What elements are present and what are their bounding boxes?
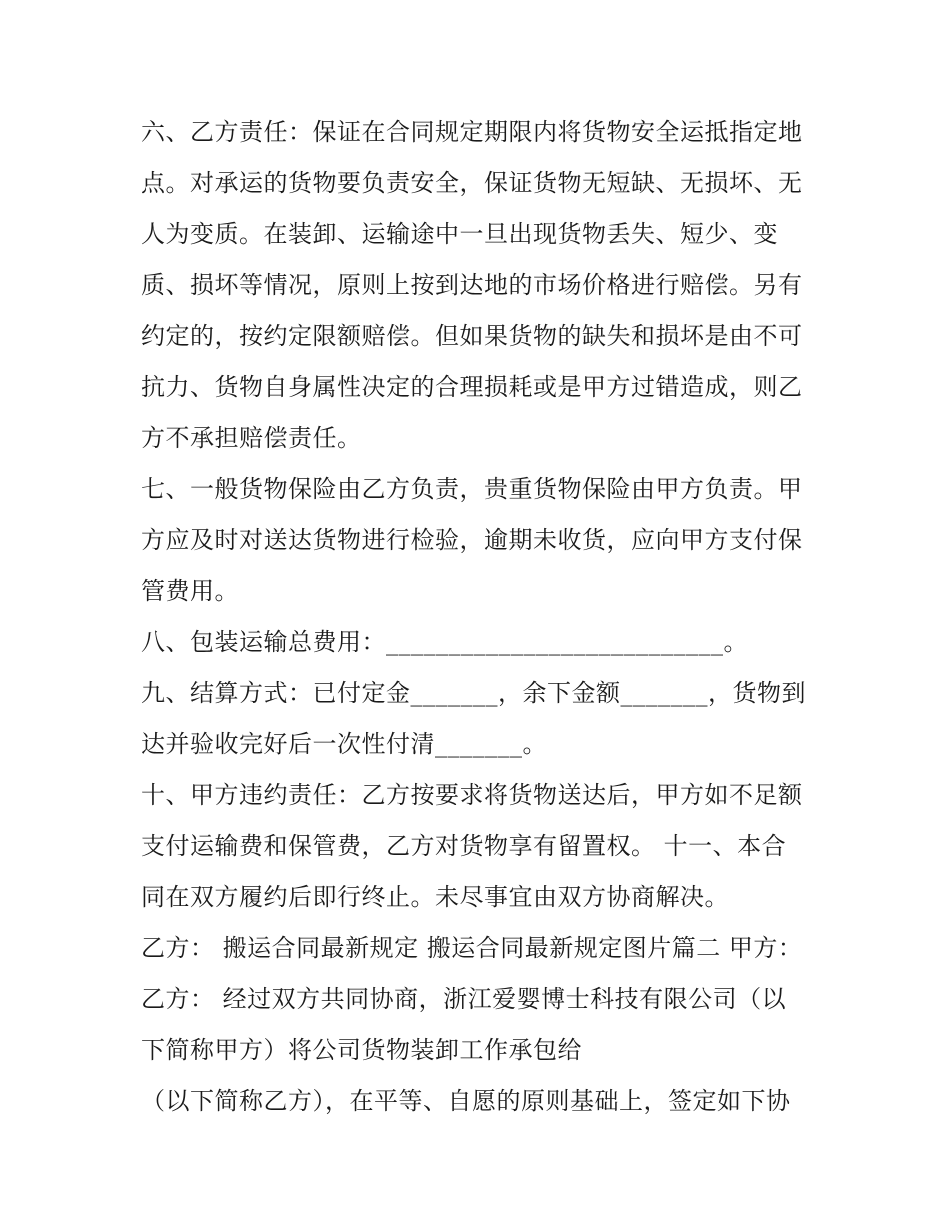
text-line: 约定的，按约定限额赔偿。但如果货物的缺失和损坏是由不可 (141, 322, 803, 350)
text-line: 同在双方履约后即行终止。未尽事宜由双方协商解决。 (141, 883, 729, 911)
text-line: 抗力、货物自身属性决定的合理损耗或是甲方过错造成，则乙 (141, 373, 803, 401)
text-line: 九、结算方式：已付定金_______，余下金额_______，货物到 (141, 679, 806, 707)
text-line: 十、甲方违约责任：乙方按要求将货物送达后，甲方如不足额 (141, 781, 803, 809)
text-line: 七、一般货物保险由乙方负责，贵重货物保险由甲方负责。甲 (141, 475, 803, 503)
text-line: 方不承担赔偿责任。 (141, 424, 362, 452)
text-line: 人为变质。在装卸、运输途中一旦出现货物丢失、短少、变 (141, 220, 778, 248)
text-line: 乙方： 经过双方共同协商，浙江爱婴博士科技有限公司（以 (141, 985, 787, 1013)
text-line: 方应及时对送达货物进行检验，逾期未收货，应向甲方支付保 (141, 526, 803, 554)
document-page (141, 107, 821, 1127)
text-line: 管费用。 (141, 577, 239, 605)
text-line: 六、乙方责任：保证在合同规定期限内将货物安全运抵指定地 (141, 118, 803, 146)
text-line: 点。对承运的货物要负责安全，保证货物无短缺、无损坏、无 (141, 169, 803, 197)
text-line: 质、损坏等情况，原则上按到达地的市场价格进行赔偿。另有 (141, 271, 803, 299)
text-line: （以下简称乙方），在平等、自愿的原则基础上，签定如下协 (141, 1087, 791, 1115)
text-line: 下简称甲方）将公司货物装卸工作承包给 (141, 1036, 582, 1064)
text-line: 达并验收完好后一次性付清_______。 (141, 730, 547, 758)
text-line: 乙方： 搬运合同最新规定 搬运合同最新规定图片篇二 甲方： (141, 934, 803, 962)
text-line: 八、包装运输总费用：___________________________。 (141, 628, 748, 656)
text-line: 支付运输费和保管费，乙方对货物享有留置权。 十一、本合 (141, 832, 787, 860)
